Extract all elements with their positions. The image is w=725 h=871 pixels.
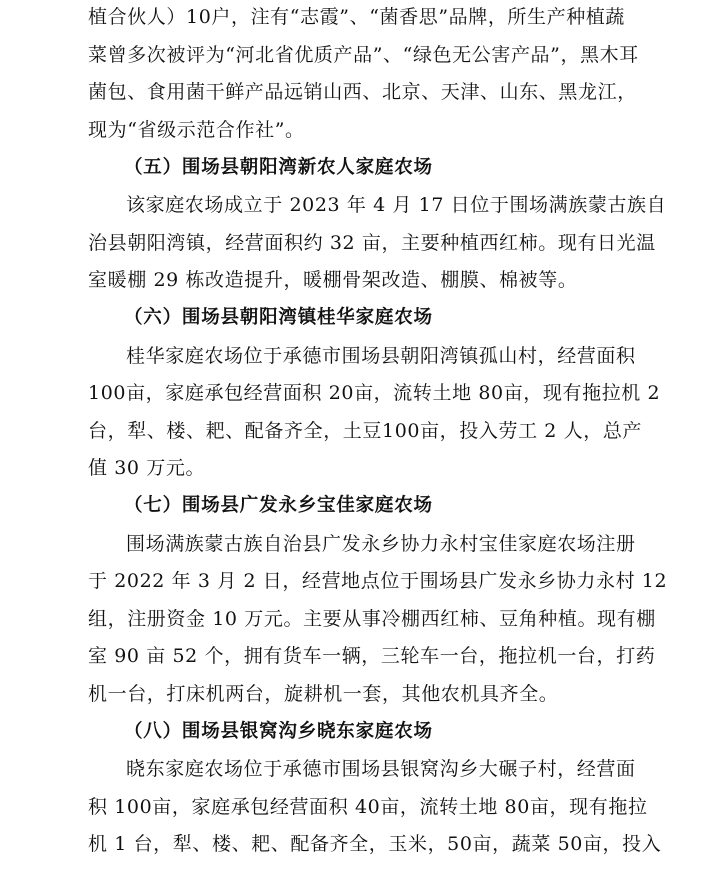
text-line: 值 30 万元。 [88, 457, 206, 479]
text-line: 晓东家庭农场位于承德市围场县银窝沟乡大碾子村，经营面 [126, 758, 636, 780]
text-line: 该家庭农场成立于 2023 年 4 月 17 日位于围场满族蒙古族自 [126, 194, 667, 216]
text-line: 台，犁、楼、耙、配备齐全，土豆100亩，投入劳工 2 人，总产 [88, 420, 643, 442]
text-line: 室 90 亩 52 个，拥有货车一辆，三轮车一台，拖拉机一台，打药 [88, 645, 656, 667]
text-line: 于 2022 年 3 月 2 日，经营地点位于围场县广发永乡协力永村 12 [88, 570, 668, 592]
section-heading: （七）围场县广发永乡宝佳家庭农场 [124, 495, 433, 516]
text-line: 积 100亩，家庭承包经营面积 40亩，流转土地 80亩，现有拖拉 [88, 796, 648, 818]
section-heading: （八）围场县银窝沟乡晓东家庭农场 [124, 721, 433, 742]
text-line: 现为“省级示范合作社”。 [88, 119, 305, 141]
section-heading: （六）围场县朝阳湾镇桂华家庭农场 [124, 307, 433, 328]
text-line: 菜曾多次被评为“河北省优质产品”、“绿色无公害产品”，黑木耳 [88, 44, 639, 66]
text-line: 桂华家庭农场位于承德市围场县朝阳湾镇孤山村，经营面积 [126, 345, 636, 367]
section-heading: （五）围场县朝阳湾新农人家庭农场 [124, 157, 433, 178]
text-line: 治县朝阳湾镇，经营面积约 32 亩，主要种植西红柿。现有日光温 [88, 232, 656, 254]
text-line: 植合伙人）10户，注有“志霞”、“菌香思”品牌，所生产种植蔬 [88, 6, 626, 28]
text-line: 机 1 台，犁、楼、耙、配备齐全，玉米，50亩，蔬菜 50亩，投入 [88, 833, 662, 855]
text-line: 100亩，家庭承包经营面积 20亩，流转土地 80亩，现有拖拉机 2 [88, 382, 661, 404]
text-line: 组，注册资金 10 万元。主要从事冷棚西红柿、豆角种植。现有棚 [88, 608, 656, 630]
text-line: 围场满族蒙古族自治县广发永乡协力永村宝佳家庭农场注册 [126, 533, 636, 555]
text-line: 菌包、食用菌干鲜产品远销山西、北京、天津、山东、黑龙江， [88, 81, 637, 103]
text-line: 机一台，打床机两台，旋耕机一套，其他农机具齐全。 [88, 683, 559, 705]
text-line: 室暖棚 29 栋改造提升，暖棚骨架改造、棚膜、棉被等。 [88, 269, 578, 291]
